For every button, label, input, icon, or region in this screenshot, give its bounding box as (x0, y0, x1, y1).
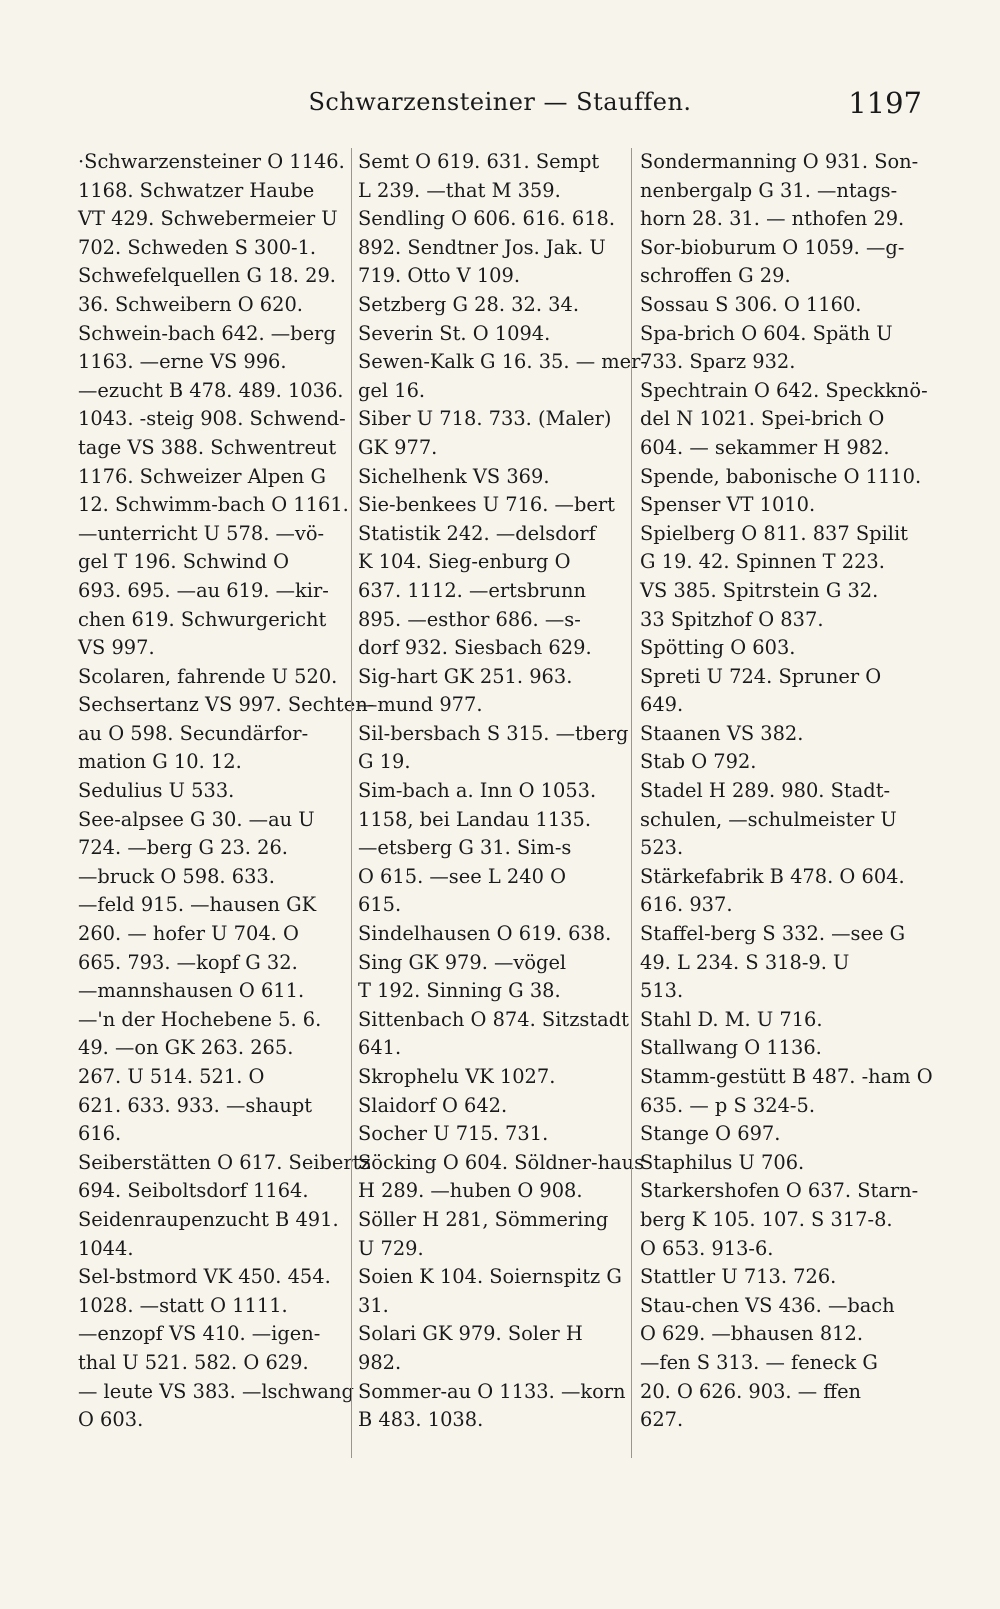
index-entry-line: Sel-bstmord VK 450. 454. (78, 1265, 331, 1289)
index-entry-line: 719. Otto V 109. (358, 264, 520, 288)
index-entry-line: 694. Seiboltsdorf 1164. (78, 1179, 309, 1203)
column-divider (631, 148, 632, 1458)
index-entry-line: ·Schwarzensteiner O 1146. (78, 150, 345, 173)
index-entry-line: tage VS 388. Schwentreut (78, 435, 337, 459)
index-entry-line: schulen, —schulmeister U (640, 807, 897, 831)
index-entry-line: 637. 1112. —ertsbrunn (358, 578, 587, 602)
index-entry-line: O 603. (78, 1408, 144, 1432)
index-entry-line: Stärkefabrik B 478. O 604. (640, 864, 905, 888)
index-entry-line: 1163. —erne VS 996. (78, 350, 287, 374)
page-number: 1197 (848, 86, 922, 120)
index-entry-line: Siber U 718. 733. (Maler) (358, 407, 612, 431)
index-entry-line: 1168. Schwatzer Haube (78, 178, 315, 202)
index-entry-line: gel 16. (358, 378, 426, 402)
index-entry-line: —mund 977. (358, 693, 483, 717)
index-entry-line: — leute VS 383. —lschwang (78, 1379, 354, 1403)
index-entry-line: 36. Schweibern O 620. (78, 292, 303, 316)
index-entry-line: 260. — hofer U 704. O (78, 922, 299, 946)
index-entry-line: Scolaren, fahrende U 520. (78, 664, 338, 688)
index-entry-line: Spreti U 724. Spruner O (640, 664, 882, 688)
index-entry-line: Söcking O 604. Söldner-haus (358, 1150, 645, 1174)
index-entry-line: Sechsertanz VS 997. Sechten- (78, 693, 375, 717)
index-entry-line: Sossau S 306. O 1160. (640, 292, 862, 316)
index-entry-line: —fen S 313. — feneck G (640, 1350, 878, 1374)
index-entry-line: O 653. 913-6. (640, 1236, 774, 1260)
index-entry-line: 627. (640, 1408, 684, 1432)
index-entry-line: 649. (640, 693, 684, 717)
index-entry-line: del N 1021. Spei-brich O (640, 407, 885, 431)
index-entry-line: Skrophelu VK 1027. (358, 1065, 556, 1088)
index-entry-line: Spa-brich O 604. Späth U (640, 321, 893, 345)
index-entry-line: 1028. —statt O 1111. (78, 1293, 288, 1317)
index-entry-line: 33 Spitzhof O 837. (640, 607, 824, 631)
index-entry-line: berg K 105. 107. S 317-8. (640, 1207, 893, 1231)
index-entry-line: 267. U 514. 521. O (78, 1065, 265, 1088)
index-entry-line: Socher U 715. 731. (358, 1122, 549, 1146)
index-entry-line: Staffel-berg S 332. —see G (640, 922, 906, 946)
index-entry-line: 892. Sendtner Jos. Jak. U (358, 235, 606, 259)
index-entry-line: Spenser VT 1010. (640, 493, 816, 517)
index-entry-line: 702. Schweden S 300-1. (78, 235, 317, 259)
index-entry-line: Sedulius U 533. (78, 779, 235, 803)
index-entry-line: G 19. 42. Spinnen T 223. (640, 550, 885, 574)
index-entry-line: 1158, bei Landau 1135. (358, 807, 591, 831)
index-entry-line: Stadel H 289. 980. Stadt- (640, 779, 891, 803)
index-entry-line: 12. Schwimm-bach O 1161. (78, 493, 349, 517)
index-entry-line: 49. L 234. S 318-9. U (640, 950, 850, 974)
index-entry-line: 513. (640, 979, 684, 1003)
index-entry-line: 665. 793. —kopf G 32. (78, 950, 298, 974)
index-entry-line: —feld 915. —hausen GK (78, 893, 317, 917)
index-entry-line: H 289. —huben O 908. (358, 1179, 583, 1203)
index-entry-line: Seiberstätten O 617. Seibertz (78, 1150, 371, 1174)
index-entry-line: 31. (358, 1293, 389, 1317)
index-entry-line: 895. —esthor 686. —s- (358, 607, 581, 631)
index-entry-line: schroffen G 29. (640, 264, 791, 288)
index-entry-line: VT 429. Schwebermeier U (78, 207, 338, 231)
index-entry-line: Staanen VS 382. (640, 721, 804, 745)
index-entry-line: Spielberg O 811. 837 Spilit (640, 521, 908, 545)
index-entry-line: Statistik 242. —delsdorf (358, 521, 596, 545)
index-entry-line: Sommer-au O 1133. —korn (358, 1379, 626, 1403)
index-entry-line: Severin St. O 1094. (358, 321, 551, 345)
index-entry-line: Schwefelquellen G 18. 29. (78, 264, 336, 288)
index-entry-line: 621. 633. 933. —shaupt (78, 1093, 313, 1117)
index-entry-line: Sil-bersbach S 315. —tberg (358, 721, 629, 745)
index-entry-line: —ezucht B 478. 489. 1036. (78, 378, 344, 402)
index-entry-line: Soien K 104. Soiernspitz G (358, 1265, 622, 1289)
index-entry-line: —enzopf VS 410. —igen- (78, 1322, 321, 1346)
index-entry-line: Setzberg G 28. 32. 34. (358, 292, 579, 316)
column-divider (351, 148, 352, 1458)
index-entry-line: O 629. —bhausen 812. (640, 1322, 863, 1346)
index-entry-line: Slaidorf O 642. (358, 1093, 508, 1117)
index-entry-line: —bruck O 598. 633. (78, 864, 275, 888)
index-entry-line: Sindelhausen O 619. 638. (358, 922, 612, 946)
index-entry-line: thal U 521. 582. O 629. (78, 1350, 309, 1374)
index-entry-line: Sor-bioburum O 1059. —g- (640, 235, 905, 259)
index-entry-line: Söller H 281, Sömmering (358, 1207, 609, 1231)
index-entry-line: G 19. (358, 750, 411, 774)
index-entry-line: gel T 196. Schwind O (78, 550, 290, 574)
index-entry-line: 615. (358, 893, 402, 917)
index-entry-line: Staphilus U 706. (640, 1150, 805, 1174)
index-entry-line: Spötting O 603. (640, 636, 796, 660)
index-entry-line: O 615. —see L 240 O (358, 864, 566, 888)
index-entry-line: Sittenbach O 874. Sitzstadt (358, 1007, 629, 1031)
index-entry-line: —unterricht U 578. —vö- (78, 521, 325, 545)
index-entry-line: mation G 10. 12. (78, 750, 242, 774)
index-entry-line: Sing GK 979. —vögel (358, 950, 567, 974)
index-entry-line: 641. (358, 1036, 402, 1060)
index-entry-line: 1044. (78, 1236, 134, 1260)
index-entry-line: Stab O 792. (640, 750, 757, 774)
index-entry-line: Sendling O 606. 616. 618. (358, 207, 616, 231)
index-column-middle (358, 148, 647, 1458)
index-entry-line: —etsberg G 31. Sim-s (358, 836, 572, 860)
index-entry-line: T 192. Sinning G 38. (358, 979, 561, 1003)
index-entry-line: 616. (78, 1122, 122, 1146)
index-entry-line: B 483. 1038. (358, 1408, 484, 1432)
index-entry-line: VS 997. (78, 636, 155, 660)
index-entry-line: Sim-bach a. Inn O 1053. (358, 779, 597, 803)
index-entry-line: 1043. -steig 908. Schwend- (78, 407, 346, 431)
index-entry-line: nenbergalp G 31. —ntags- (640, 178, 898, 202)
index-entry-line: 616. 937. (640, 893, 733, 917)
index-entry-line: 49. —on GK 263. 265. (78, 1036, 294, 1060)
index-entry-line: Stahl D. M. U 716. (640, 1007, 823, 1031)
index-entry-line: 604. — sekammer H 982. (640, 435, 890, 459)
index-entry-line: Sichelhenk VS 369. (358, 464, 550, 488)
index-entry-line: Seidenraupenzucht B 491. (78, 1207, 339, 1231)
index-entry-line: —mannshausen O 611. (78, 979, 305, 1003)
index-entry-line: L 239. —that M 359. (358, 178, 561, 202)
index-entry-line: Sondermanning O 931. Son- (640, 150, 919, 173)
index-entry-line: Schwein-bach 642. —berg (78, 321, 336, 345)
running-header (60, 88, 940, 128)
index-entry-line: 635. — p S 324-5. (640, 1093, 815, 1117)
index-entry-line: Stange O 697. (640, 1122, 781, 1146)
index-entry-line: 982. (358, 1350, 402, 1374)
index-entry-line: Stau-chen VS 436. —bach (640, 1293, 895, 1317)
index-entry-line: Sig-hart GK 251. 963. (358, 664, 573, 688)
index-entry-line: 693. 695. —au 619. —kir- (78, 578, 329, 602)
index-entry-line: GK 977. (358, 435, 438, 459)
index-entry-line: Starkershofen O 637. Starn- (640, 1179, 919, 1203)
index-entry-line: 20. O 626. 903. — ffen (640, 1379, 862, 1403)
index-column-right (640, 148, 933, 1458)
index-entry-line: dorf 932. Siesbach 629. (358, 636, 592, 660)
index-entry-line: U 729. (358, 1236, 424, 1260)
index-entry-line: horn 28. 31. — nthofen 29. (640, 207, 905, 231)
index-entry-line: Semt O 619. 631. Sempt (358, 150, 600, 173)
index-entry-line: chen 619. Schwurgericht (78, 607, 327, 631)
index-entry-line: Spechtrain O 642. Speckknö- (640, 378, 928, 402)
index-entry-line: 523. (640, 836, 684, 860)
index-entry-line: Sie-benkees U 716. —bert (358, 493, 615, 517)
index-entry-line: See-alpsee G 30. —au U (78, 807, 315, 831)
index-entry-line: VS 385. Spitrstein G 32. (640, 578, 879, 602)
index-entry-line: 724. —berg G 23. 26. (78, 836, 288, 860)
index-entry-line: Solari GK 979. Soler H (358, 1322, 583, 1346)
index-entry-line: Sewen-Kalk G 16. 35. — mer- (358, 350, 647, 374)
header-title: Schwarzensteiner — Stauffen. (308, 88, 692, 116)
index-entry-line: 1176. Schweizer Alpen G (78, 464, 326, 488)
index-entry-line: au O 598. Secundärfor- (78, 721, 309, 745)
index-entry-line: Stattler U 713. 726. (640, 1265, 837, 1289)
index-entry-line: 733. Sparz 932. (640, 350, 796, 374)
index-entry-line: Spende, babonische O 1110. (640, 464, 922, 488)
index-entry-line: K 104. Sieg-enburg O (358, 550, 571, 574)
index-entry-line: Stamm-gestütt B 487. -ham O (640, 1065, 933, 1088)
index-entry-line: Stallwang O 1136. (640, 1036, 822, 1060)
index-entry-line: —'n der Hochebene 5. 6. (78, 1007, 322, 1031)
